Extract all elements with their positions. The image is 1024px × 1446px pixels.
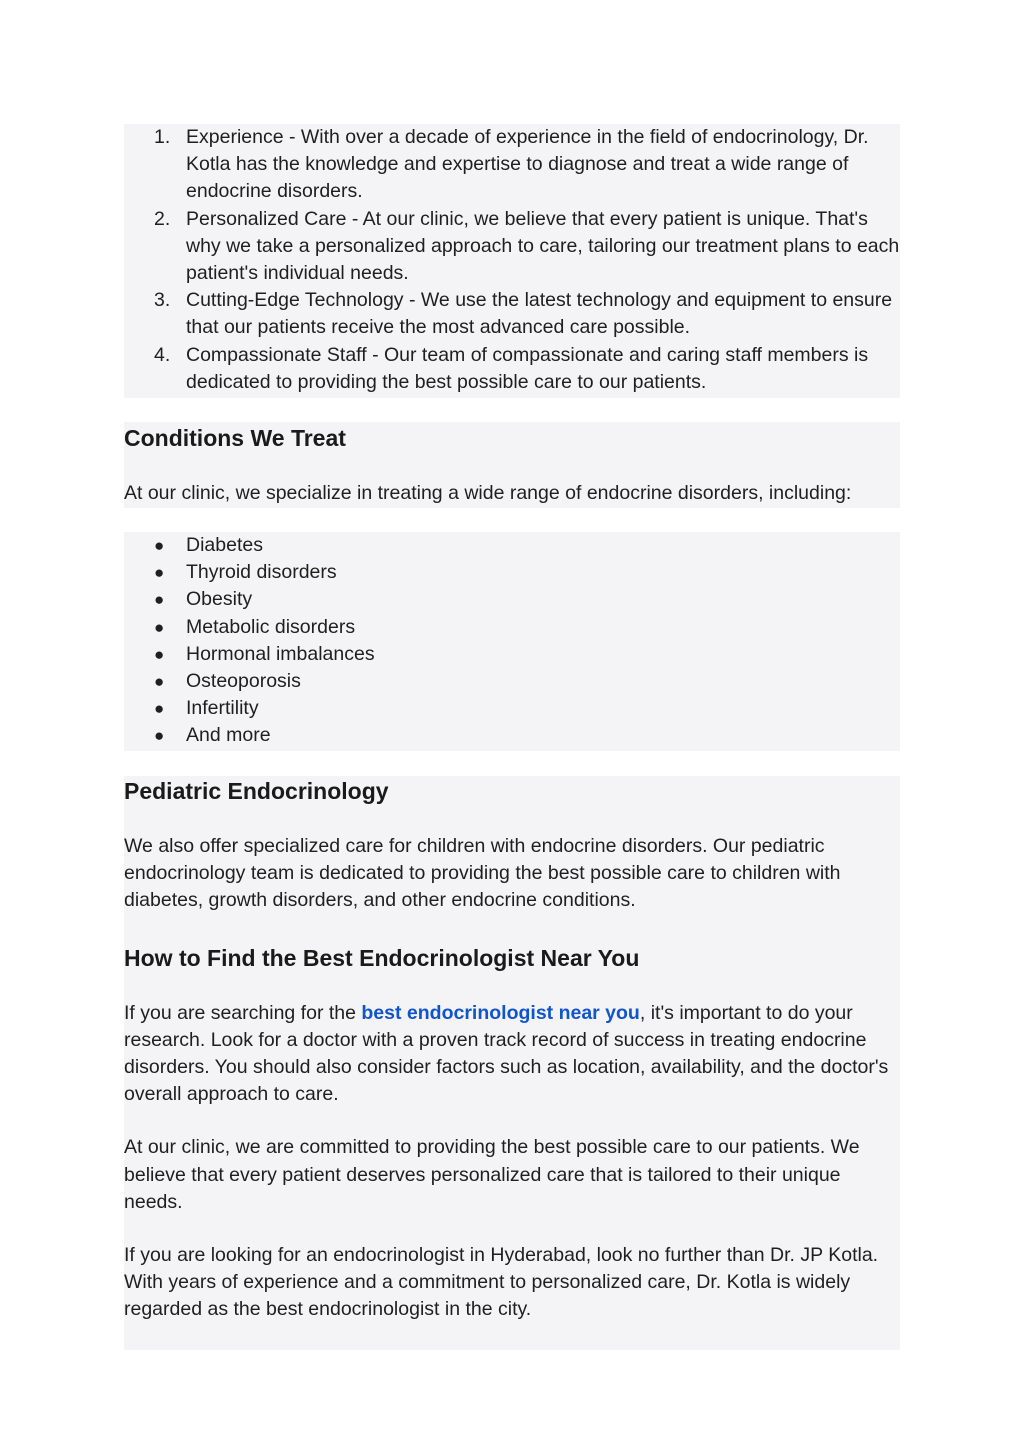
pediatric-heading: Pediatric Endocrinology: [124, 778, 389, 804]
bullet-icon: ●: [154, 536, 165, 555]
best-endocrinologist-link[interactable]: best endocrinologist near you: [361, 1001, 640, 1024]
item-label: Experience: [186, 126, 284, 148]
list-item: [124, 722, 900, 749]
list-number: 2.: [154, 207, 171, 230]
conditions-list: [124, 532, 900, 750]
bullet-icon: ●: [154, 726, 165, 746]
list-item: [124, 124, 900, 206]
item-text: - At our clinic, we believe that every patient is unique. That's why we take a personalized approach to care, tailoring our treatment plans to each patient's individual needs.: [186, 207, 900, 285]
list-number: 4.: [154, 343, 171, 366]
find-p1-after: , it's important to do your research. Look for a doctor with a proven track record of success in treating endocrine disorders. You should also consider factors such as location, availability, and the doctor's overall approach to care.: [124, 1001, 889, 1106]
bullet-icon: ●: [154, 590, 165, 610]
conditions-intro: At our clinic, we specialize in treating a wide range of endocrine disorders, including:: [124, 482, 852, 504]
bullet-icon: ●: [154, 699, 165, 719]
condition-label: Diabetes: [186, 534, 263, 556]
list-number: 1.: [154, 126, 171, 148]
condition-label: Obesity: [186, 588, 253, 611]
list-item: [124, 695, 900, 722]
item-text: - With over a decade of experience in the field of endocrinology, Dr. Kotla has the knowledge and expertise to diagnose and treat a wide range of endocrine disorders.: [186, 126, 869, 203]
pediatric-paragraph: We also offer specialized care for children with endocrine disorders. Our pediatric endocrinology team is dedicated to providing the best possible care to children with diabetes, growth disorders, and other endocrine conditions.: [124, 835, 841, 912]
item-label: Personalized Care: [186, 207, 347, 230]
condition-label: Thyroid disorders: [186, 561, 337, 584]
list-item: [124, 641, 900, 668]
find-paragraph-2: At our clinic, we are committed to providing the best possible care to our patients. We believe that every patient deserves personalized care that is tailored to their unique needs.: [124, 1136, 860, 1213]
condition-label: Metabolic disorders: [186, 615, 356, 638]
reasons-section: [124, 124, 900, 398]
list-item: [124, 559, 900, 586]
condition-label: Osteoporosis: [186, 670, 301, 693]
find-heading: How to Find the Best Endocrinologist Near You: [124, 944, 640, 971]
item-text: - We use the latest technology and equipment to ensure that our patients receive the most advanced care possible.: [186, 289, 893, 339]
find-paragraph-3: If you are looking for an endocrinologist in Hyderabad, look no further than Dr. JP Kotla. With years of experience and a commitment to personalized care, Dr. Kotla is widely regarded as the best endocrinologist in the city.: [124, 1244, 879, 1321]
pediatric-and-find-section: [124, 776, 900, 1350]
bullet-icon: ●: [154, 672, 165, 692]
item-label: Cutting-Edge Technology: [186, 289, 404, 312]
list-item: [124, 342, 900, 396]
list-number: 3.: [154, 289, 171, 312]
conditions-heading: Conditions We Treat: [124, 425, 346, 451]
item-text: - Our team of compassionate and caring staff members is dedicated to providing the best possible care to our patients.: [186, 343, 869, 393]
find-p1-before: If you are searching for the: [124, 1001, 362, 1024]
list-item: [124, 287, 900, 341]
list-item: [124, 532, 900, 559]
conditions-list-section: [124, 532, 900, 751]
reasons-list: [124, 124, 900, 396]
conditions-section: [124, 422, 900, 508]
condition-label: And more: [186, 724, 271, 747]
list-item: [124, 586, 900, 613]
item-label: Compassionate Staff: [186, 343, 367, 366]
find-paragraph-1: [124, 1000, 900, 1109]
condition-label: Infertility: [186, 697, 259, 720]
bullet-icon: ●: [154, 563, 165, 583]
list-item: [124, 668, 900, 695]
bullet-icon: ●: [154, 617, 165, 637]
list-item: [124, 206, 900, 288]
condition-label: Hormonal imbalances: [186, 642, 375, 665]
list-item: [124, 614, 900, 641]
bullet-icon: ●: [154, 644, 165, 664]
